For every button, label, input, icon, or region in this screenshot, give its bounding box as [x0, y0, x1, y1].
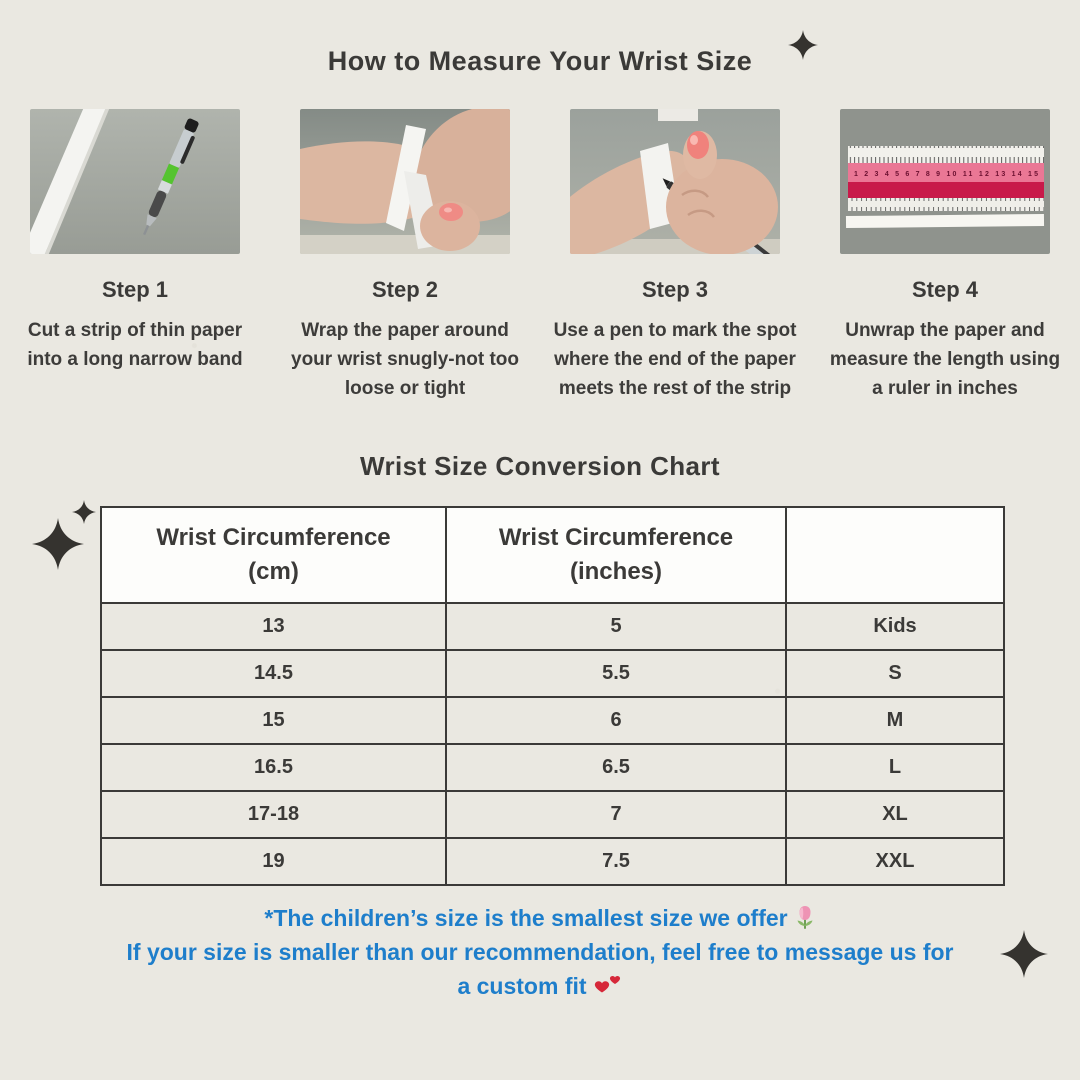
sparkle-icon	[32, 518, 84, 570]
two-hearts-emoji	[593, 974, 623, 998]
column-header-size	[786, 507, 1004, 603]
table-header-row	[101, 507, 1004, 603]
cell-size: S	[786, 650, 1004, 697]
step-1	[13, 109, 258, 403]
table-row	[101, 791, 1004, 838]
step-3	[553, 109, 798, 403]
step-description: Unwrap the paper and measure the length using a ruler in inches	[829, 320, 1061, 399]
table-row	[101, 744, 1004, 791]
sparkle-icon	[1000, 930, 1048, 978]
step-description: Use a pen to mark the spot where the end of the paper meets the rest of the strip	[553, 320, 797, 399]
step3-mark-with-pen-photo	[570, 109, 780, 254]
table-row	[101, 650, 1004, 697]
conversion-chart-title: Wrist Size Conversion Chart	[360, 451, 720, 481]
cell-size: XXL	[786, 838, 1004, 885]
page-title: How to Measure Your Wrist Size	[327, 46, 753, 76]
table-row	[101, 697, 1004, 744]
cell-size: Kids	[786, 603, 1004, 650]
wrist-size-conversion-table	[100, 506, 1005, 886]
tulip-emoji	[794, 904, 816, 930]
column-header-inches: Wrist Circumference (inches)	[446, 507, 786, 603]
table-row	[101, 603, 1004, 650]
cell-inches: 5	[446, 603, 786, 650]
cell-size: XL	[786, 791, 1004, 838]
cell-inches: 7.5	[446, 838, 786, 885]
cell-cm: 15	[101, 697, 446, 744]
cell-cm: 14.5	[101, 650, 446, 697]
step-description: Wrap the paper around your wrist snugly-not too loose or tight	[291, 320, 519, 399]
footer-line-3: a custom fit	[0, 969, 1080, 1003]
step2-wrap-paper-photo	[300, 109, 510, 254]
cell-cm: 19	[101, 838, 446, 885]
ruler-numbers: 1 2 3 4 5 6 7 8 9 10 11 12 13 14 15	[854, 171, 1038, 178]
step-2	[283, 109, 528, 403]
cell-cm: 13	[101, 603, 446, 650]
column-header-cm: Wrist Circumference (cm)	[101, 507, 446, 603]
footer-note	[0, 901, 1080, 1003]
step-4	[823, 109, 1068, 403]
step4-ruler-photo	[840, 109, 1050, 254]
footer-line-1: *The children’s size is the smallest size we offer	[0, 901, 1080, 935]
cell-inches: 6.5	[446, 744, 786, 791]
step-title: Step 3	[641, 277, 709, 302]
cell-size: M	[786, 697, 1004, 744]
step-description: Cut a strip of thin paper into a long narrow band	[27, 320, 243, 370]
step-title: Step 1	[101, 277, 169, 302]
step1-paper-and-pencil-photo	[30, 109, 240, 254]
cell-inches: 7	[446, 791, 786, 838]
cell-cm: 17-18	[101, 791, 446, 838]
cell-inches: 6	[446, 697, 786, 744]
step-title: Step 2	[371, 277, 439, 302]
cell-size: L	[786, 744, 1004, 791]
table-row	[101, 838, 1004, 885]
cell-inches: 5.5	[446, 650, 786, 697]
sparkle-icon	[788, 30, 818, 60]
step-title: Step 4	[911, 277, 979, 302]
cell-cm: 16.5	[101, 744, 446, 791]
footer-line-2: If your size is smaller than our recommendation, feel free to message us for	[126, 939, 954, 965]
steps-row	[0, 109, 1080, 403]
